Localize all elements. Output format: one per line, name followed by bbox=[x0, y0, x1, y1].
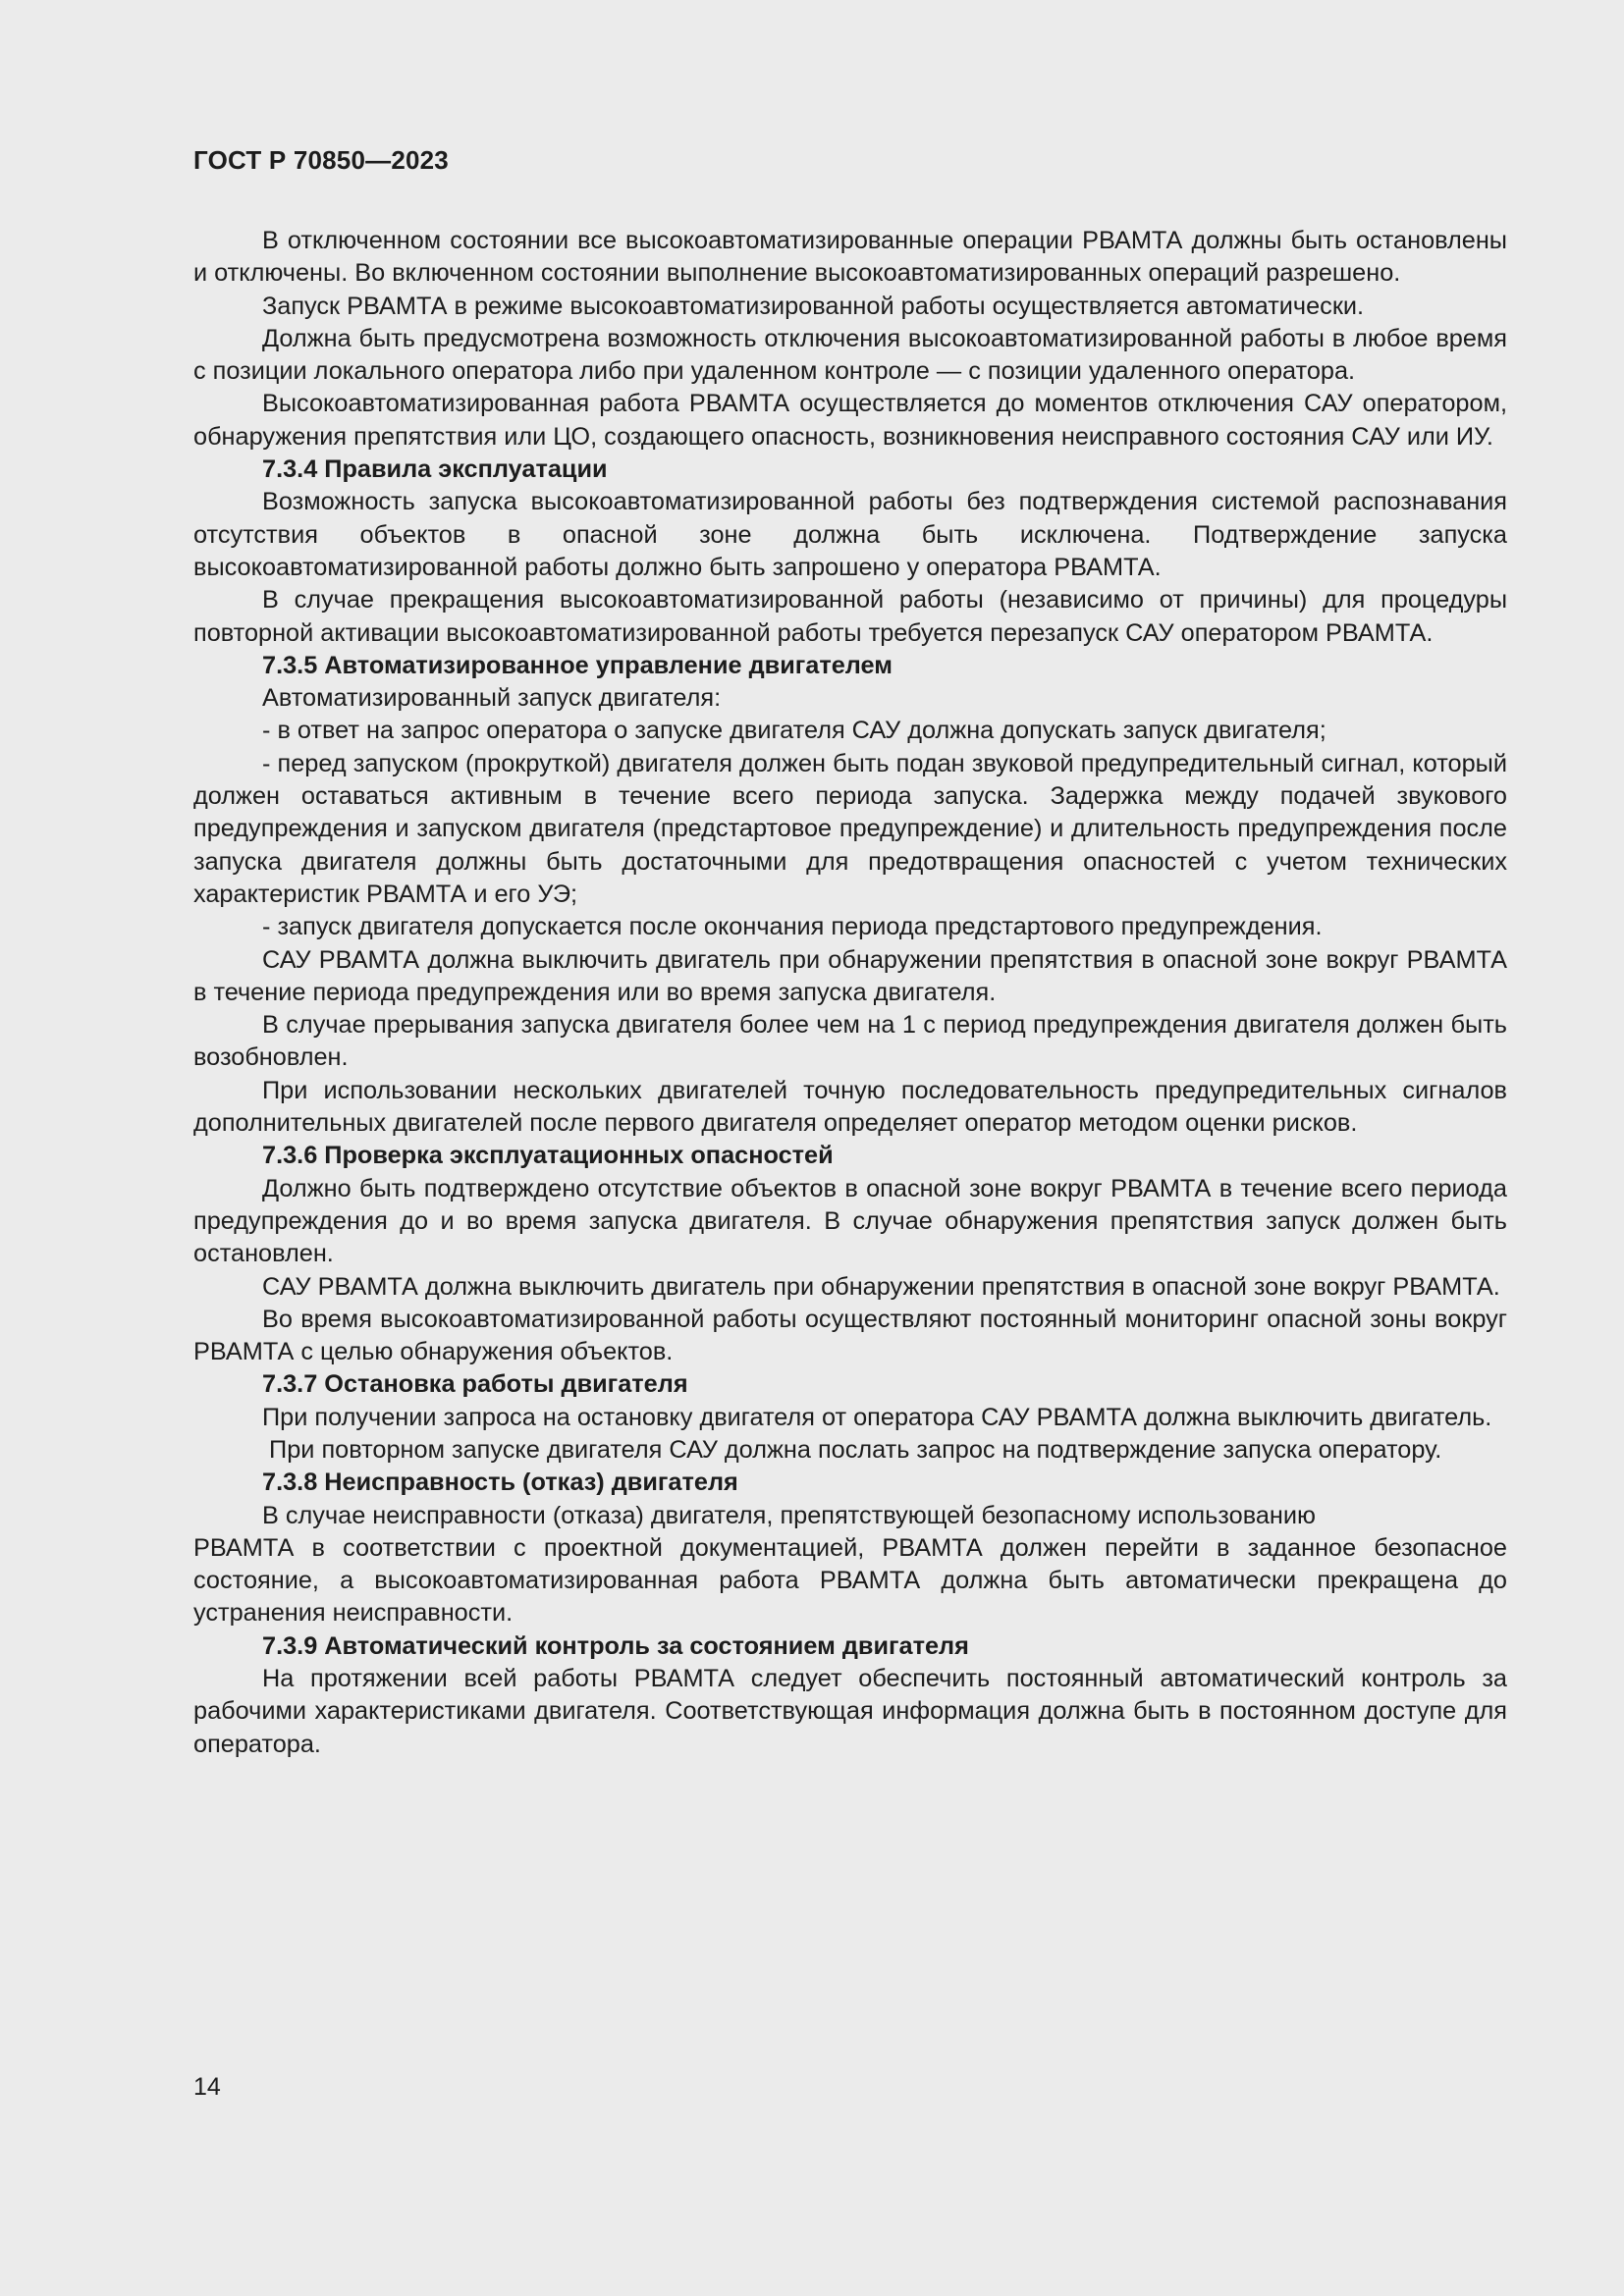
paragraph: РВАМТА в соответствии с проектной документацией, РВАМТА должен перейти в заданное безопасное состояние, а высокоавтоматизированная работа РВАМТА должна быть автоматически прекращена до устранения неисправности. bbox=[193, 1533, 1507, 1628]
section-heading: 7.3.4 Правила эксплуатации bbox=[262, 455, 608, 484]
section-heading: 7.3.9 Автоматический контроль за состоянием двигателя bbox=[262, 1631, 969, 1660]
paragraph: В случае неисправности (отказа) двигателя, препятствующей безопасному использованию bbox=[262, 1501, 1316, 1529]
document-body bbox=[193, 225, 1507, 1761]
paragraph: Автоматизированный запуск двигателя: bbox=[262, 684, 722, 713]
list-item: - перед запуском (прокруткой) двигателя должен быть подан звуковой предупредительный сигнал, который должен оставаться активным в течение всего периода запуска. Задержка между подачей звукового предупреждения и запуском двигателя (предстартовое предупреждение) и длительность предупреждения после запуска двигателя должны быть достаточными для предотвращения опасностей с учетом технических характеристик РВАМТА и его УЭ; bbox=[193, 749, 1507, 908]
paragraph: САУ РВАМТА должна выключить двигатель при обнаружении препятствия в опасной зоне вокруг РВАМТА. bbox=[262, 1272, 1500, 1301]
paragraph: Высокоавтоматизированная работа РВАМТА осуществляется до моментов отключения САУ оператором, обнаружения препятствия или ЦО, создающего опасность, возникновения неисправного состояния САУ или ИУ. bbox=[193, 390, 1507, 451]
paragraph: Возможность запуска высокоавтоматизированной работы без подтверждения системой распознавания отсутствия объектов в опасной зоне должна быть исключена. Подтверждение запуска высокоавтоматизированной работы должно быть запрошено у оператора РВАМТА. bbox=[193, 488, 1507, 581]
section-heading: 7.3.5 Автоматизированное управление двигателем bbox=[262, 651, 893, 679]
paragraph: САУ РВАМТА должна выключить двигатель при обнаружении препятствия в опасной зоне вокруг РВАМТА в течение периода предупреждения или во время запуска двигателя. bbox=[193, 945, 1507, 1006]
section-heading: 7.3.8 Неисправность (отказ) двигателя bbox=[262, 1468, 738, 1497]
paragraph: На протяжении всей работы РВАМТА следует обеспечить постоянный автоматический контроль за рабочими характеристиками двигателя. Соответствующая информация должна быть в постоянном доступе для оператора. bbox=[193, 1665, 1507, 1758]
paragraph: В отключенном состоянии все высокоавтоматизированные операции РВАМТА должны быть остановлены и отключены. Во включенном состоянии выполнение высокоавтоматизированных операций разрешено. bbox=[193, 227, 1507, 288]
paragraph: В случае прерывания запуска двигателя более чем на 1 с период предупреждения двигателя должен быть возобновлен. bbox=[193, 1011, 1507, 1072]
paragraph: При получении запроса на остановку двигателя от оператора САУ РВАМТА должна выключить двигатель. bbox=[262, 1403, 1492, 1431]
list-item: - в ответ на запрос оператора о запуске двигателя САУ должна допускать запуск двигателя; bbox=[262, 717, 1326, 745]
paragraph: При повторном запуске двигателя САУ должна послать запрос на подтверждение запуска оператору. bbox=[262, 1435, 1442, 1464]
paragraph: Запуск РВАМТА в режиме высокоавтоматизированной работы осуществляется автоматически. bbox=[262, 292, 1365, 320]
paragraph: При использовании нескольких двигателей точную последовательность предупредительных сигналов дополнительных двигателей после первого двигателя определяет оператор методом оценки рисков. bbox=[193, 1076, 1507, 1138]
list-item: - запуск двигателя допускается после окончания периода предстартового предупреждения. bbox=[262, 913, 1323, 941]
paragraph: Во время высокоавтоматизированной работы осуществляют постоянный мониторинг опасной зоны вокруг РВАМТА с целью обнаружения объектов. bbox=[193, 1305, 1507, 1366]
page-number: 14 bbox=[193, 2073, 221, 2101]
document-header: ГОСТ Р 70850—2023 bbox=[193, 145, 449, 175]
section-heading: 7.3.6 Проверка эксплуатационных опасностей bbox=[262, 1142, 834, 1170]
section-heading: 7.3.7 Остановка работы двигателя bbox=[262, 1370, 688, 1399]
paragraph: Должно быть подтверждено отсутствие объектов в опасной зоне вокруг РВАМТА в течение всего периода предупреждения до и во время запуска двигателя. В случае обнаружения препятствия запуск должен быть остановлен. bbox=[193, 1174, 1507, 1268]
paragraph: Должна быть предусмотрена возможность отключения высокоавтоматизированной работы в любое время с позиции локального оператора либо при удаленном контроле — с позиции удаленного оператора. bbox=[193, 324, 1507, 386]
paragraph: В случае прекращения высокоавтоматизированной работы (независимо от причины) для процедуры повторной активации высокоавтоматизированной работы требуется перезапуск САУ оператором РВАМТА. bbox=[193, 586, 1507, 647]
